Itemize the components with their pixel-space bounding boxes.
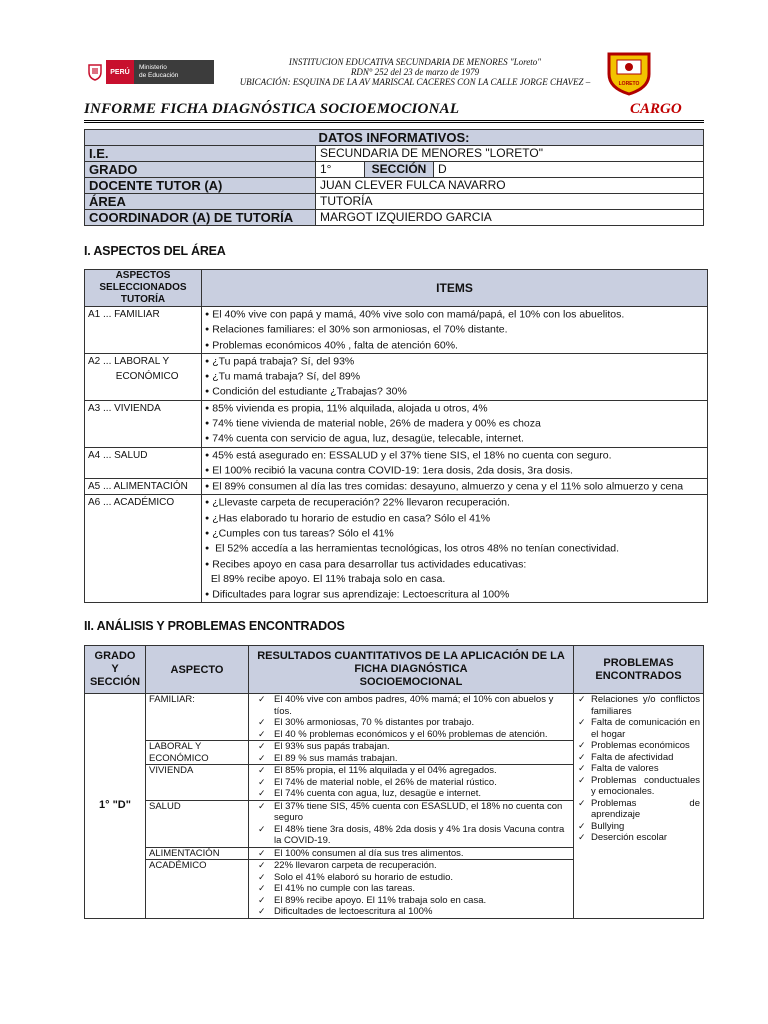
- grado-seccion-value: 1° "D": [85, 694, 146, 919]
- item-text: ● Condición del estudiante ¿Trabajas? 30%: [205, 384, 704, 399]
- resultado-item: ✓ 22% llevaron carpeta de recuperación.: [252, 860, 570, 872]
- school-location: UBICACIÓN: ESQUINA DE LA AV MARISCAL CACERES CON LA CALLE JORGE CHAVEZ –: [239, 77, 591, 87]
- aspecto-label: A2 ... LABORAL Y ECONÓMICO: [85, 353, 202, 400]
- items-cell: [202, 353, 708, 400]
- item-text: ● Problemas económicos 40% , falta de atención 60%.: [205, 338, 704, 353]
- datos-label: ÁREA: [85, 194, 316, 210]
- problema-item: ✓ Deserción escolar: [577, 832, 700, 844]
- resultado-item: ✓ El 37% tiene SIS, 45% cuenta con ESASLUD, el 18% no cuenta con seguro: [252, 801, 570, 824]
- crest-text: LORETO: [618, 81, 640, 87]
- item-text: ● El 40% vive con papá y mamá, 40% vive solo con mamá/papá, el 10% con los abuelitos.: [205, 307, 704, 322]
- item-text: ● El 52% accedía a las herramientas tecnológicas, los otros 48% no tenían conectividad.: [205, 541, 704, 556]
- item-text: ● 74% tiene vivienda de material noble, 26% de madera y 00% es choza: [205, 416, 704, 431]
- item-text: ● ¿Has elaborado tu horario de estudio en casa? Sólo el 41%: [205, 511, 704, 526]
- aspecto-label: A3 ... VIVIENDA: [85, 400, 202, 447]
- aspecto-label: A4 ... SALUD: [85, 447, 202, 479]
- resultado-item: ✓ El 74% cuenta con agua, luz, desagüe e internet.: [252, 788, 570, 800]
- analisis-aspecto: LABORAL Y ECONÓMICO: [146, 741, 249, 765]
- problemas-cell: [574, 694, 704, 919]
- resultado-item: ✓ El 41% no cumple con las tareas.: [252, 883, 570, 895]
- ministry-logo: [84, 60, 214, 84]
- aspecto-row: [85, 400, 708, 447]
- report-title: INFORME FICHA DIAGNÓSTICA SOCIOEMOCIONAL: [84, 101, 460, 117]
- resultados-cell: [249, 860, 574, 919]
- problema-item: ✓ Bullying: [577, 821, 700, 833]
- datos-value: JUAN CLEVER FULCA NAVARRO: [316, 178, 704, 194]
- item-text: ● ¿Llevaste carpeta de recuperación? 22% llevaron recuperación.: [205, 495, 704, 510]
- datos-informativos-table: [84, 129, 704, 226]
- problema-item: ✓ Falta de comunicación en el hogar: [577, 717, 700, 740]
- items-cell: [202, 447, 708, 479]
- problema-item: ✓ Problemas económicos: [577, 740, 700, 752]
- resultados-cell: [249, 741, 574, 765]
- resultado-item: ✓ El 48% tiene 3ra dosis, 48% 2da dosis y 4% 1ra dosis Vacuna contra la COVID-19.: [252, 824, 570, 847]
- peru-label: PERÚ: [106, 60, 134, 84]
- resultados-cell: [249, 765, 574, 801]
- analisis-table: [84, 645, 704, 919]
- aspecto-row: [85, 479, 708, 495]
- resultados-cell: [249, 694, 574, 741]
- school-name: INSTITUCION EDUCATIVA SECUNDARIA DE MENORES "Loreto": [288, 57, 542, 67]
- analisis-aspecto: ALIMENTACIÓN: [146, 847, 249, 860]
- problema-item: ✓ Falta de valores: [577, 763, 700, 775]
- problema-item: ✓ Falta de afectividad: [577, 752, 700, 764]
- aspecto-row: [85, 495, 708, 603]
- grado-col-header: GRADO Y SECCIÓN: [85, 646, 146, 694]
- section-2-title: II. ANÁLISIS Y PROBLEMAS ENCONTRADOS: [84, 619, 345, 633]
- aspectos-table: [84, 269, 708, 603]
- analisis-aspecto: ACADÉMICO: [146, 860, 249, 919]
- item-text: ● El 89% consumen al día las tres comidas: desayuno, almuerzo y cena y el 11% solo almuerzo y cena: [205, 479, 704, 494]
- item-text: ● 45% está asegurado en: ESSALUD y el 37% tiene SIS, el 18% no cuenta con seguro.: [205, 448, 704, 463]
- resultado-item: ✓ El 89% recibe apoyo. El 11% trabaja solo en casa.: [252, 895, 570, 907]
- title-divider-2: [84, 122, 704, 123]
- aspecto-row: [85, 307, 708, 354]
- problemas-col-header: PROBLEMAS ENCONTRADOS: [574, 646, 704, 694]
- resultado-item: ✓ El 93% sus papás trabajan.: [252, 741, 570, 753]
- item-text: ● Recibes apoyo en casa para desarrollar tus actividades educativas: El 89% recibe apoyo. El 11% trabaja solo en casa.: [205, 557, 704, 587]
- datos-value: MARGOT IZQUIERDO GARCIA: [316, 210, 704, 226]
- analisis-aspecto: VIVIENDA: [146, 765, 249, 801]
- item-text: ● Relaciones familiares: el 30% son armoniosas, el 70% distante.: [205, 322, 704, 337]
- aspecto-col-header: ASPECTO: [146, 646, 249, 694]
- title-divider: [84, 120, 704, 121]
- resultado-item: ✓ Solo el 41% elaboró su horario de estudio.: [252, 872, 570, 884]
- resultado-item: ✓ El 89 % sus mamás trabajan.: [252, 753, 570, 765]
- resultado-item: ✓ El 100% consumen al día sus tres alimentos.: [252, 848, 570, 860]
- item-text: ● 85% vivienda es propia, 11% alquilada, alojada u otros, 4%: [205, 401, 704, 416]
- analisis-aspecto: SALUD: [146, 800, 249, 847]
- cargo-label: CARGO: [630, 101, 682, 117]
- analisis-aspecto: FAMILIAR:: [146, 694, 249, 741]
- resultado-item: ✓ El 74% de material noble, el 26% de material rústico.: [252, 777, 570, 789]
- datos-label: I.E.: [85, 146, 316, 162]
- school-resolution: RDN° 252 del 23 de marzo de 1979: [350, 67, 480, 77]
- aspecto-label: A1 ... FAMILIAR: [85, 307, 202, 354]
- datos-value: TUTORÍA: [316, 194, 704, 210]
- analisis-row: [85, 694, 704, 741]
- aspectos-col-header: ASPECTOS SELECCIONADOS TUTORÍA: [85, 270, 202, 307]
- datos-value: SECUNDARIA DE MENORES "LORETO": [316, 146, 704, 162]
- problema-item: ✓ Relaciones y/o conflictos familiares: [577, 694, 700, 717]
- item-text: ● ¿Cumples con tus tareas? Sólo el 41%: [205, 526, 704, 541]
- datos-value: 1°: [316, 162, 365, 178]
- resultados-cell: [249, 847, 574, 860]
- resultado-item: ✓ El 40 % problemas económicos y el 60% problemas de atención.: [252, 729, 570, 741]
- datos-value: D: [434, 162, 704, 178]
- peru-shield-icon: [84, 60, 106, 84]
- items-col-header: ITEMS: [202, 270, 708, 307]
- resultado-item: ✓ El 40% vive con ambos padres, 40% mamá; el 10% con abuelos y tíos.: [252, 694, 570, 717]
- item-text: ● 74% cuenta con servicio de agua, luz, desagüe, telecable, internet.: [205, 431, 704, 446]
- resultados-cell: [249, 800, 574, 847]
- items-cell: [202, 479, 708, 495]
- resultado-item: ✓ Dificultades de lectoescritura al 100%: [252, 906, 570, 918]
- datos-label: DOCENTE TUTOR (A): [85, 178, 316, 194]
- aspecto-row: [85, 353, 708, 400]
- resultado-item: ✓ El 30% armoniosas, 70 % distantes por trabajo.: [252, 717, 570, 729]
- item-text: ● El 100% recibió la vacuna contra COVID-19: 1era dosis, 2da dosis, 3ra dosis.: [205, 463, 704, 478]
- datos-title: DATOS INFORMATIVOS:: [85, 130, 704, 146]
- aspecto-row: [85, 447, 708, 479]
- resultados-col-header: RESULTADOS CUANTITATIVOS DE LA APLICACIÓN DE LA FICHA DIAGNÓSTICA SOCIOEMOCIONAL: [249, 646, 574, 694]
- ministry-name: Ministerio de Educación: [134, 60, 214, 84]
- datos-label: COORDINADOR (A) DE TUTORÍA: [85, 210, 316, 226]
- problema-item: ✓ Problemas de aprendizaje: [577, 798, 700, 821]
- problema-item: ✓ Problemas conductuales y emocionales.: [577, 775, 700, 798]
- section-1-title: I. ASPECTOS DEL ÁREA: [84, 244, 226, 258]
- aspecto-label: A5 ... ALIMENTACIÓN: [85, 479, 202, 495]
- items-cell: [202, 400, 708, 447]
- items-cell: [202, 307, 708, 354]
- items-cell: [202, 495, 708, 603]
- item-text: ● ¿Tu mamá trabaja? Sí, del 89%: [205, 369, 704, 384]
- datos-label: GRADO: [85, 162, 316, 178]
- school-header: [220, 57, 610, 87]
- item-text: ● Dificultades para lograr sus aprendizaje: Lectoescritura al 100%: [205, 587, 704, 602]
- item-text: ● ¿Tu papá trabaja? Sí, del 93%: [205, 354, 704, 369]
- datos-label: SECCIÓN: [365, 162, 434, 178]
- aspecto-label: A6 ... ACADÉMICO: [85, 495, 202, 603]
- school-crest-icon: [603, 50, 655, 96]
- resultado-item: ✓ El 85% propia, el 11% alquilada y el 04% agregados.: [252, 765, 570, 777]
